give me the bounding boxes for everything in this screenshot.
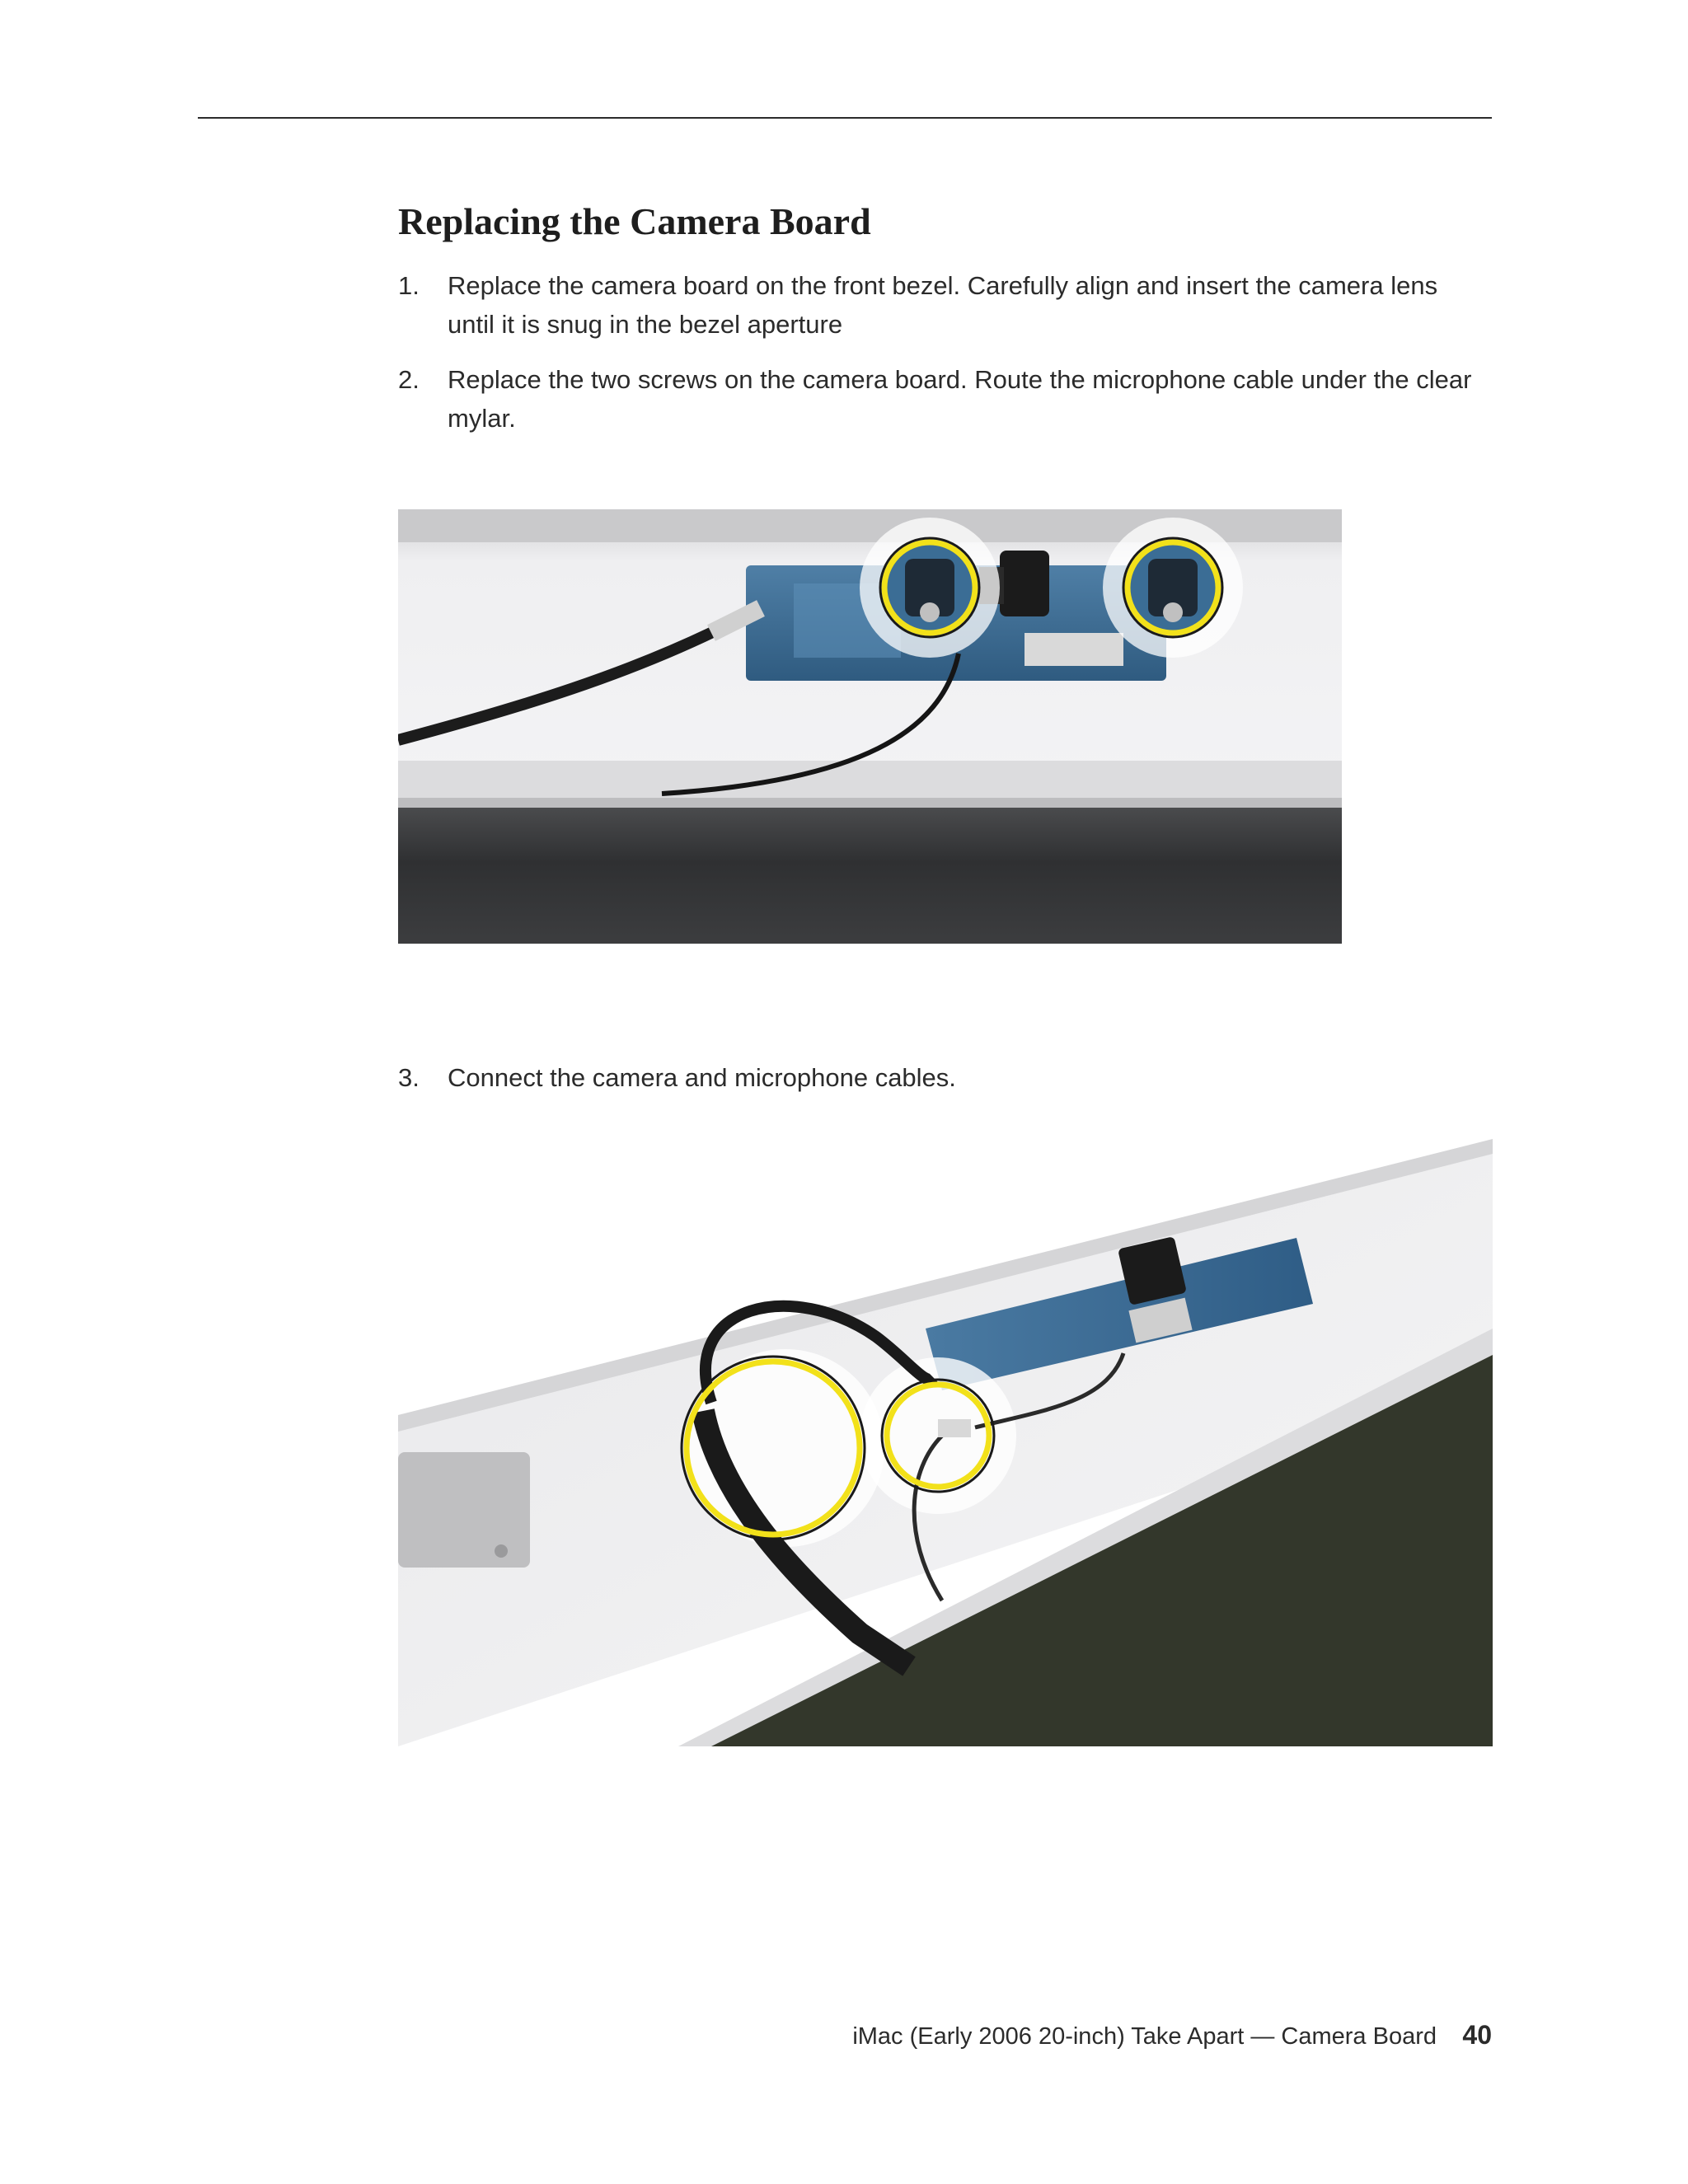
step-number: 1.: [398, 271, 420, 300]
page-number: 40: [1462, 2020, 1492, 2050]
camera-board-screws-photo: [398, 509, 1342, 944]
step-text: Replace the two screws on the camera board. Route the microphone cable under the clear mylar.: [448, 365, 1472, 433]
footer-title: iMac (Early 2006 20-inch) Take Apart — Camera Board: [852, 2023, 1437, 2050]
step-text: Replace the camera board on the front bezel. Carefully align and insert the camera lens until it is snug in the bezel aperture: [448, 271, 1438, 339]
header-rule: [198, 117, 1492, 119]
camera-cable-connection-photo: [398, 1139, 1493, 1746]
step-number: 2.: [398, 365, 420, 394]
step-number: 3.: [398, 1063, 420, 1092]
section-title: Replacing the Camera Board: [398, 200, 871, 242]
step-text: Connect the camera and microphone cables.: [448, 1063, 956, 1092]
